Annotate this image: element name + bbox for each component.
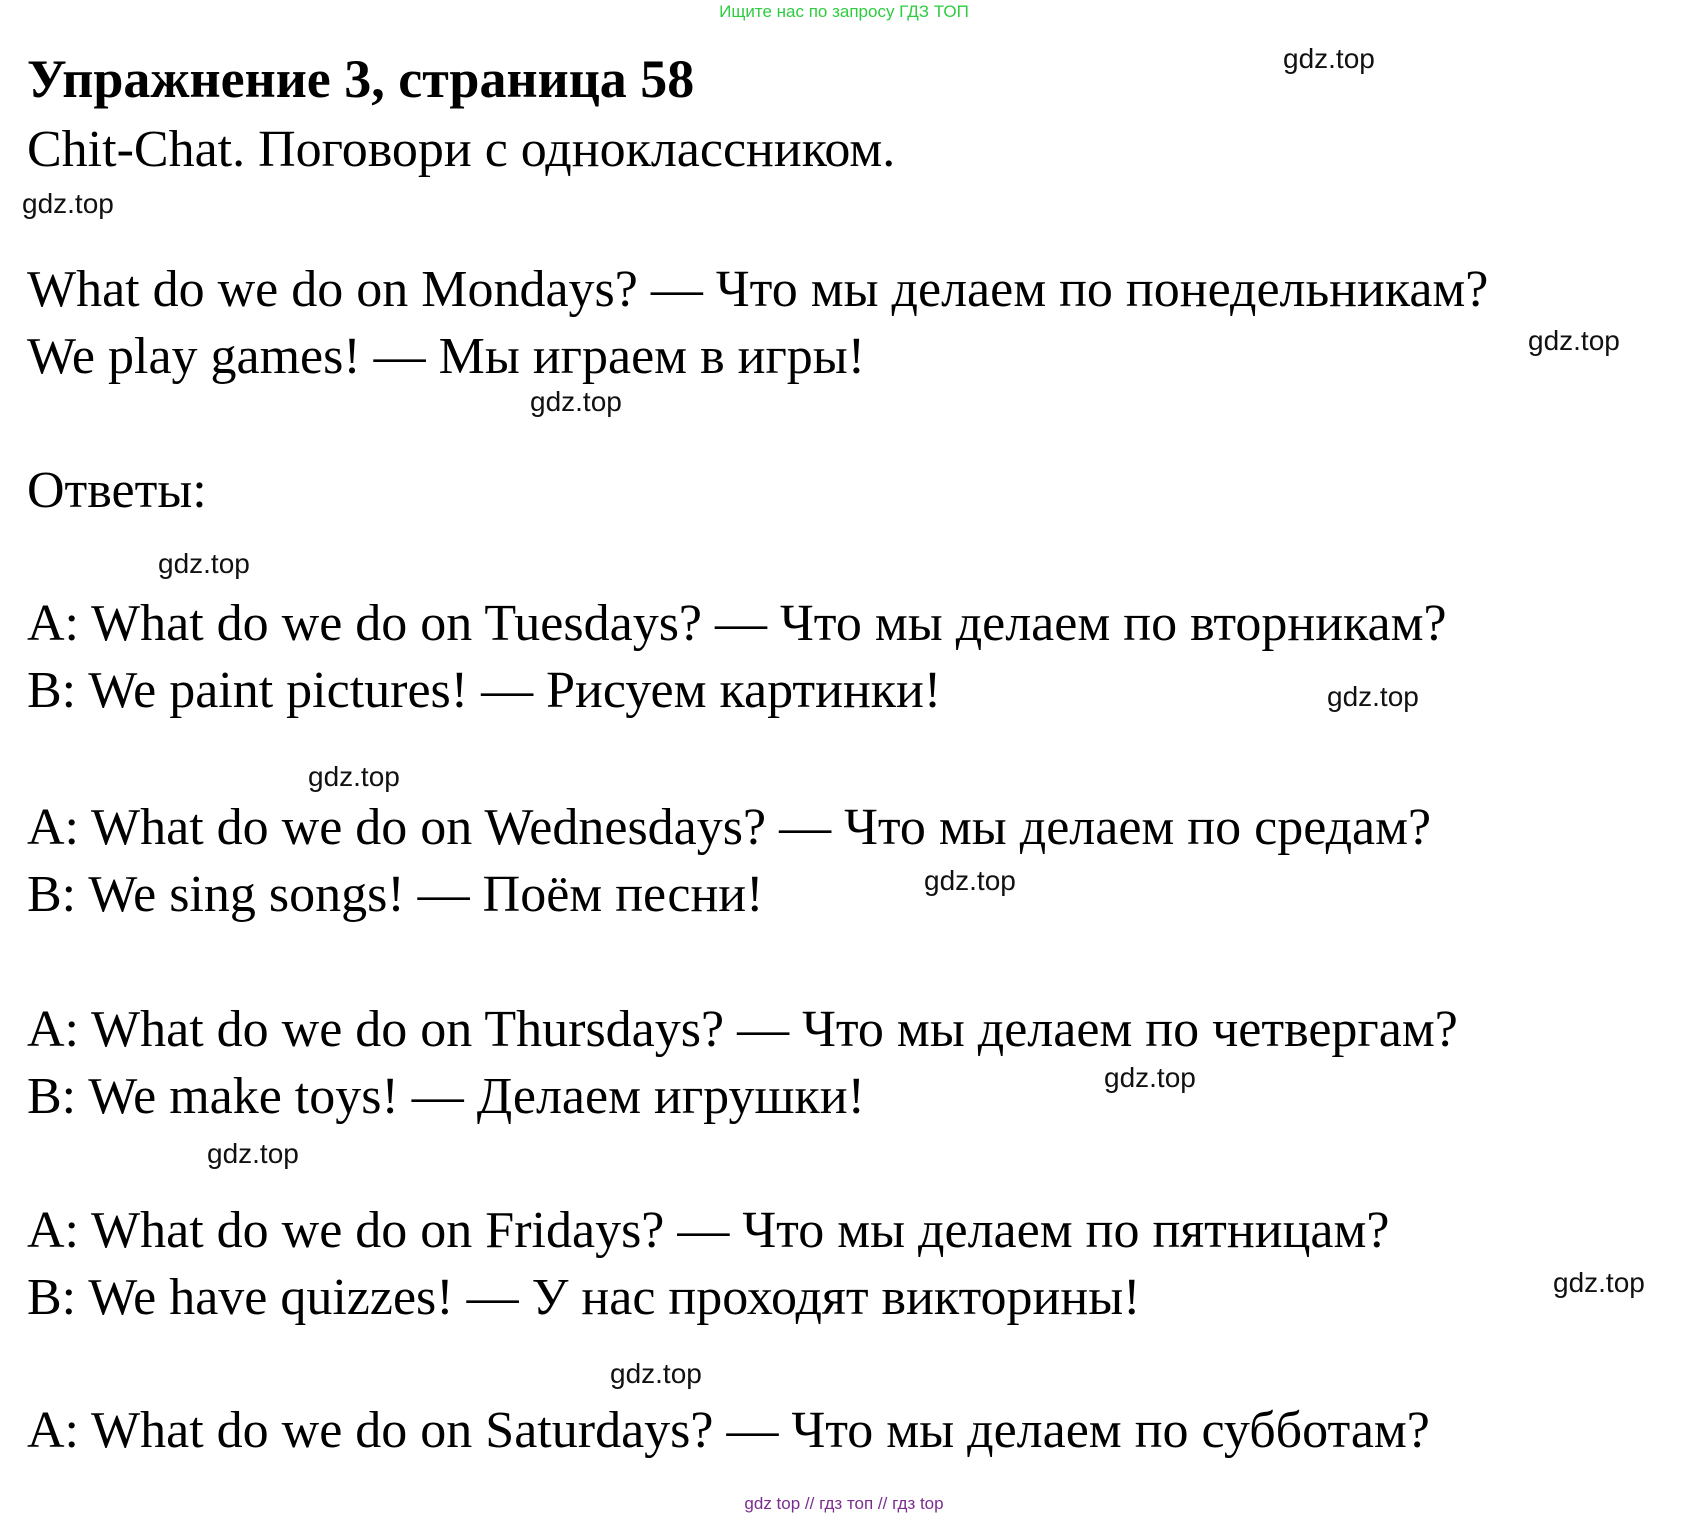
watermark: gdz.top [1553,1267,1645,1298]
dialog-friday-question: A: What do we do on Fridays? — Что мы делаем по пятницам? [27,1202,1390,1259]
page-title: Упражнение 3, страница 58 [27,49,695,109]
answers-label: Ответы: [27,462,207,519]
top-banner: Ищите нас по запросу ГДЗ ТОП [719,2,969,21]
watermark: gdz.top [924,865,1016,896]
bottom-banner: gdz top // гдз топ // гдз top [744,1494,944,1513]
dialog-tuesday-question: A: What do we do on Tuesdays? — Что мы делаем по вторникам? [27,595,1447,652]
dialog-thursday-question: A: What do we do on Thursdays? — Что мы делаем по четвергам? [27,1001,1458,1058]
dialog-wednesday-answer: B: We sing songs! — Поём песни! [27,866,764,923]
watermark: gdz.top [530,386,622,417]
watermark: gdz.top [1283,43,1375,74]
watermark: gdz.top [207,1138,299,1169]
dialog-thursday-answer: B: We make toys! — Делаем игрушки! [27,1068,865,1125]
watermark: gdz.top [1104,1062,1196,1093]
watermark: gdz.top [610,1358,702,1389]
dialog-friday-answer: B: We have quizzes! — У нас проходят викторины! [27,1269,1141,1326]
example-answer: We play games! — Мы играем в игры! [27,328,866,385]
watermark: gdz.top [158,548,250,579]
watermark: gdz.top [22,188,114,219]
dialog-tuesday-answer: B: We paint pictures! — Рисуем картинки! [27,662,942,719]
watermark: gdz.top [1528,325,1620,356]
dialog-saturday-question: A: What do we do on Saturdays? — Что мы делаем по субботам? [27,1402,1430,1459]
watermark: gdz.top [308,761,400,792]
dialog-wednesday-question: A: What do we do on Wednesdays? — Что мы делаем по средам? [27,799,1432,856]
example-question: What do we do on Mondays? — Что мы делаем по понедельникам? [27,261,1489,318]
exercise-subtitle: Chit-Chat. Поговори с одноклассником. [27,121,896,178]
watermark: gdz.top [1327,681,1419,712]
